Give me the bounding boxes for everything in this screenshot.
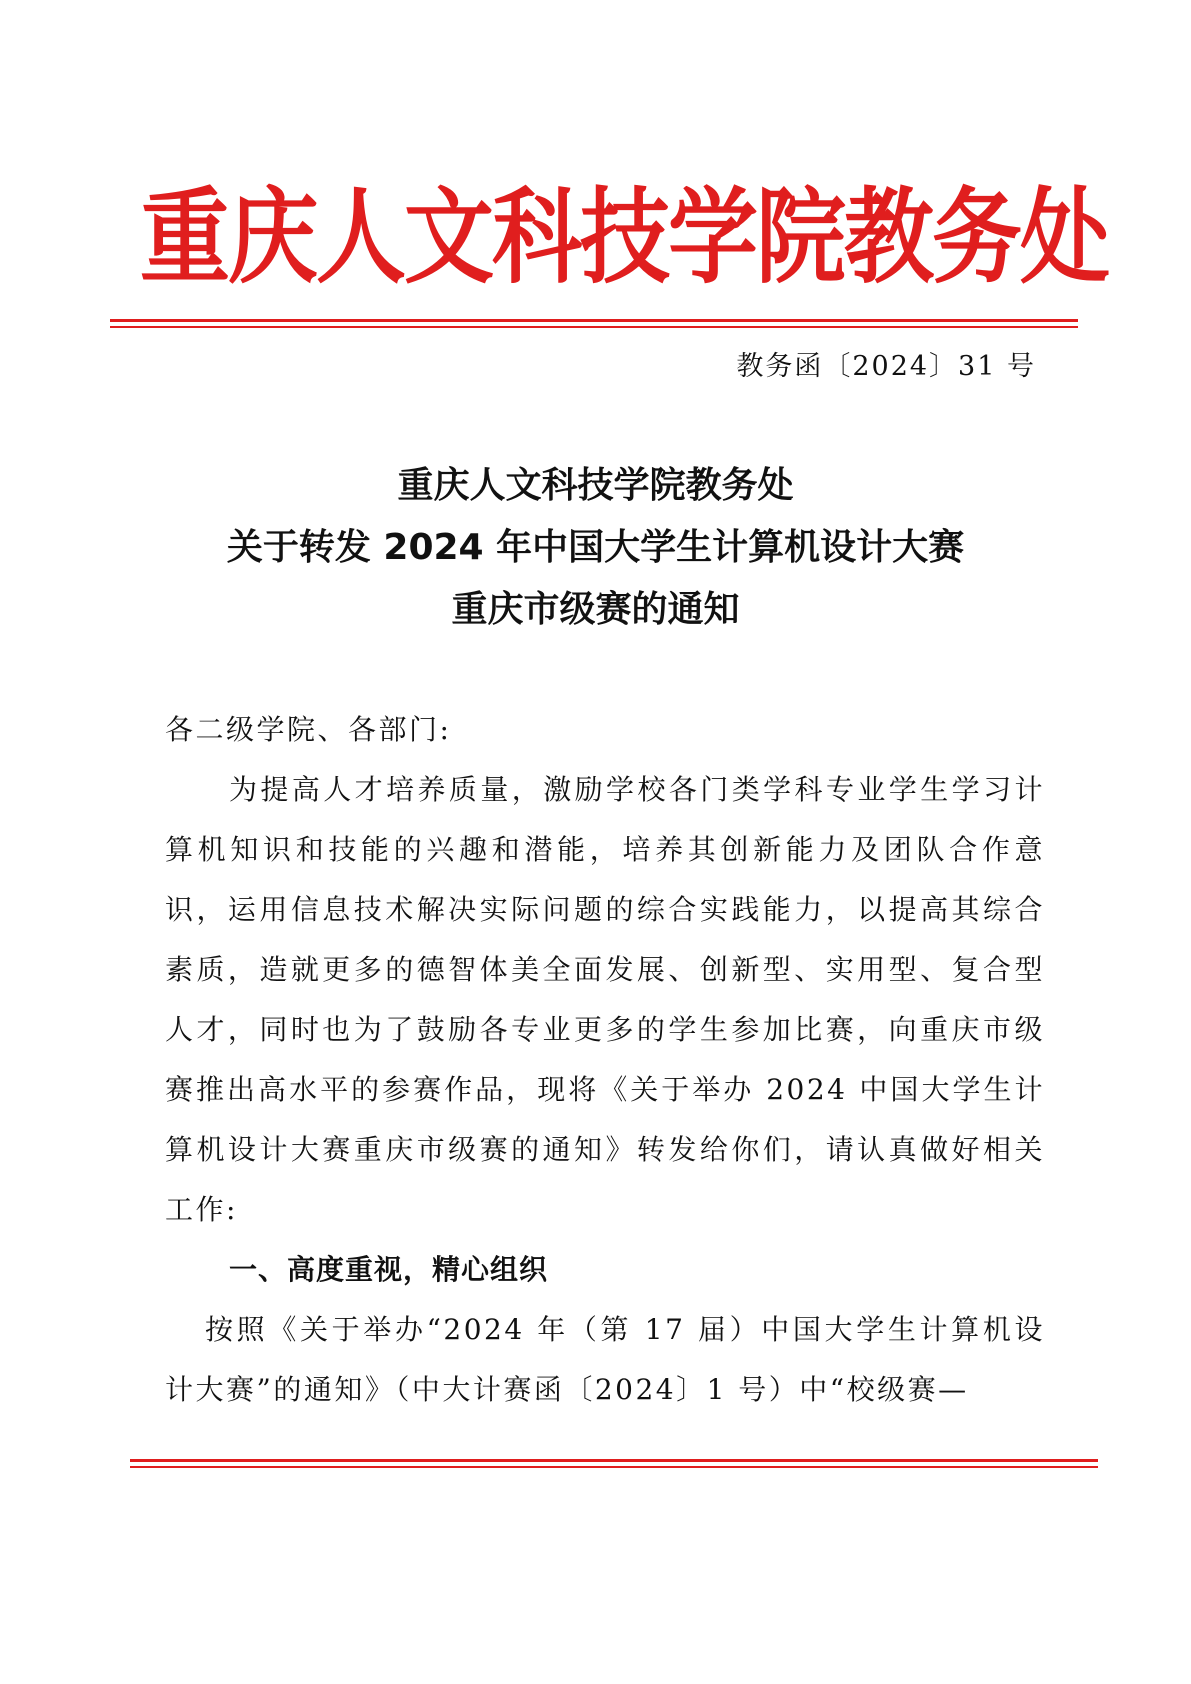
document-body	[165, 700, 1045, 1420]
paragraph-2: 按照《关于举办“2024 年（第 17 届）中国大学生计算机设计大赛”的通知》（中大计赛函〔2024〕1 号）中“校级赛—	[165, 1313, 1045, 1406]
document-number: 教务函〔2024〕31 号	[736, 351, 1036, 382]
salutation: 各二级学院、各部门:	[165, 713, 452, 746]
document-title	[100, 455, 1091, 641]
title-line-3: 重庆市级赛的通知	[451, 589, 740, 630]
title-line-2: 关于转发 2024 年中国大学生计算机设计大赛	[226, 527, 965, 568]
footer-rule-thick	[130, 1459, 1098, 1462]
footer-rule-thin	[130, 1466, 1098, 1468]
paragraph-1: 为提高人才培养质量，激励学校各门类学科专业学生学习计算机知识和技能的兴趣和潜能，培养其创新能力及团队合作意识，运用信息技术解决实际问题的综合实践能力，以提高其综合素质，造就更多的德智体美全面发展、创新型、实用型、复合型人才，同时也为了鼓励各专业更多的学生参加比赛，向重庆市级赛推出高水平的参赛作品，现将《关于举办 2024 中国大学生计算机设计大赛重庆市级赛的通知》转发给你们，请认真做好相关工作:	[165, 773, 1045, 1226]
masthead-rule-thick	[110, 319, 1078, 322]
masthead-title: 重庆人文科技学院教务处	[140, 177, 1108, 299]
section-heading-1: 一、高度重视，精心组织	[229, 1253, 549, 1286]
masthead-rule-thin	[110, 326, 1078, 328]
title-line-1: 重庆人文科技学院教务处	[397, 465, 794, 506]
